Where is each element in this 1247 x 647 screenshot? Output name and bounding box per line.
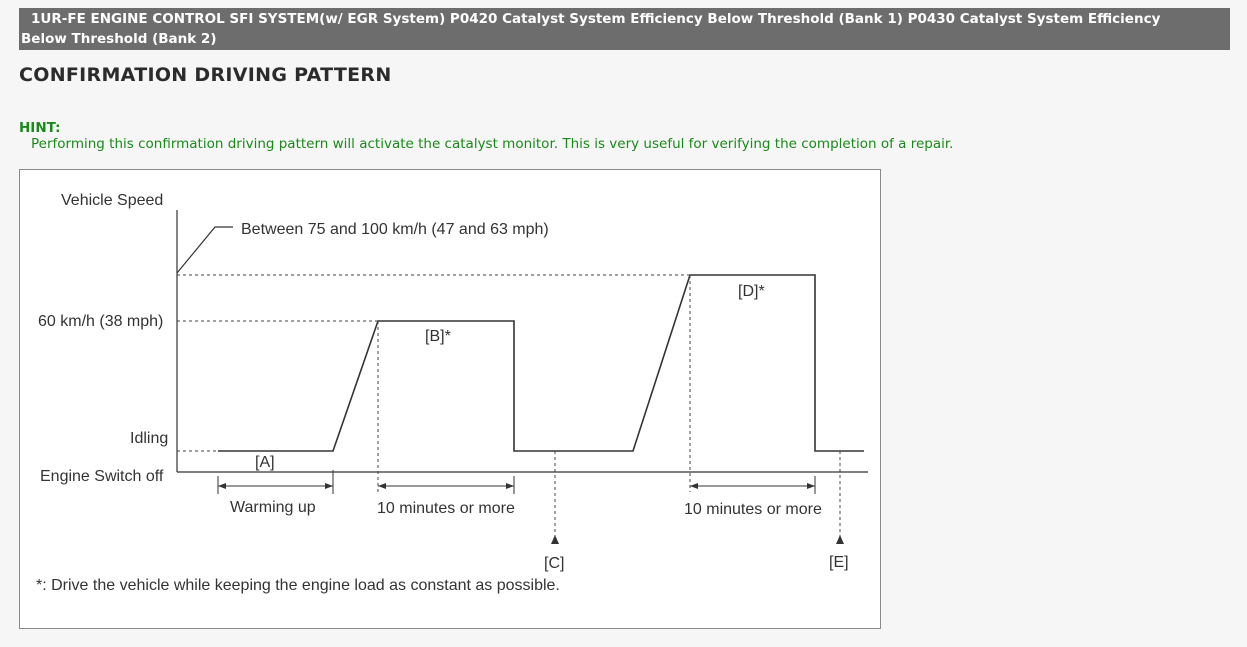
engine-off-label: Engine Switch off	[40, 468, 164, 485]
step-c-label: [C]	[544, 555, 565, 572]
driving-pattern-figure	[19, 169, 881, 629]
title-line-1: 1UR-FE ENGINE CONTROL SFI SYSTEM(w/ EGR System) P0420 Catalyst System Efficiency Below Threshold (Bank 1) P0430 Catalyst System Efficiency	[31, 11, 1161, 27]
footnote: *: Drive the vehicle while keeping the engine load as constant as possible.	[36, 577, 560, 594]
step-e-label: [E]	[829, 554, 849, 571]
warming-up-arrow-left	[218, 483, 226, 489]
title-line-2: Below Threshold (Bank 2)	[21, 31, 217, 47]
d-duration-label: 10 minutes or more	[684, 501, 822, 518]
warming-up-label: Warming up	[230, 499, 316, 516]
warming-up-arrow-right	[325, 483, 333, 489]
speed-range-label: Between 75 and 100 km/h (47 and 63 mph)	[241, 221, 549, 238]
speed-profile-line	[218, 275, 864, 451]
driving-pattern-diagram	[20, 170, 882, 630]
step-d-label: [D]*	[738, 283, 765, 300]
speed-60-label: 60 km/h (38 mph)	[38, 313, 164, 330]
title-bar	[19, 8, 1230, 50]
b-duration-label: 10 minutes or more	[377, 500, 515, 517]
step-a-label: [A]	[255, 454, 275, 471]
y-axis-title: Vehicle Speed	[61, 192, 164, 209]
hint-label: HINT:	[19, 120, 61, 136]
hint-text: Performing this confirmation driving pattern will activate the catalyst monitor. This is very useful for verifying the completion of a repair.	[31, 136, 954, 152]
b-duration-arrow-right	[506, 483, 514, 489]
idling-label: Idling	[130, 430, 169, 447]
c-marker-arrow	[551, 535, 559, 544]
step-b-label: [B]*	[425, 328, 451, 345]
section-title: CONFIRMATION DRIVING PATTERN	[19, 64, 392, 86]
speed-range-pointer	[177, 227, 233, 273]
d-duration-arrow-right	[807, 483, 815, 489]
b-duration-arrow-left	[378, 483, 386, 489]
d-duration-arrow-left	[690, 483, 698, 489]
e-marker-arrow	[836, 535, 844, 544]
